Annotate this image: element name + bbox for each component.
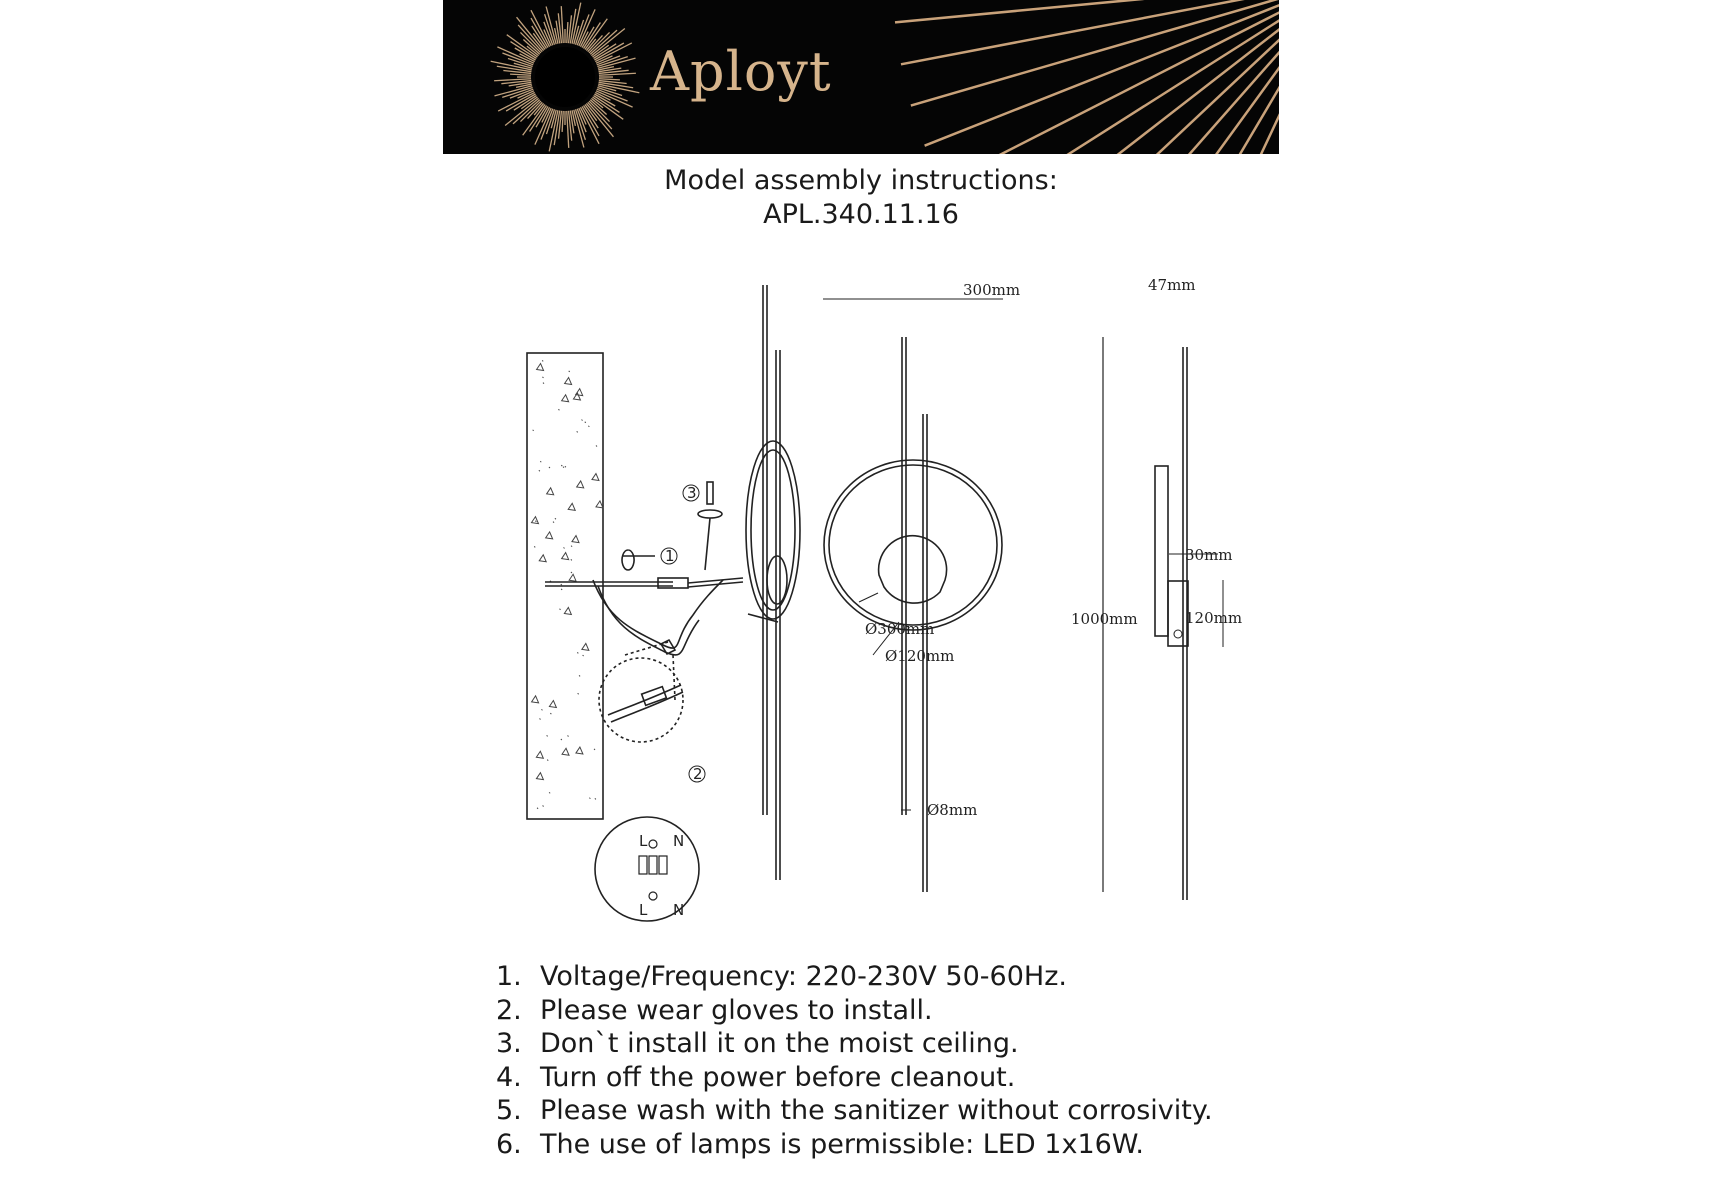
assembly-drawing bbox=[443, 260, 1279, 940]
sunburst-logo-icon bbox=[443, 0, 1279, 154]
width-dimension: 300mm bbox=[963, 281, 1021, 299]
terminal-live-label: L bbox=[639, 832, 648, 850]
base-width-dimension: 30mm bbox=[1185, 546, 1233, 564]
terminal-neutral-label: N bbox=[673, 832, 685, 850]
step-label: 2 bbox=[693, 765, 703, 783]
list-item: 6. The use of lamps is permissible: LED 1x16W. bbox=[496, 1128, 1144, 1160]
list-item: 3. Don`t install it on the moist ceiling. bbox=[496, 1028, 1019, 1059]
base-height-dimension: 120mm bbox=[1185, 609, 1243, 627]
terminal-live-label: L bbox=[639, 901, 648, 919]
list-item: 1. Voltage/Frequency: 220-230V 50-60Hz. bbox=[496, 961, 1067, 992]
page-title: Model assembly instructions: bbox=[664, 165, 1058, 196]
terminal-neutral-label: N bbox=[673, 901, 685, 919]
instructions-list bbox=[496, 960, 1213, 1161]
ring-diameter: Ø300mm bbox=[865, 620, 935, 638]
height-dimension: 1000mm bbox=[1071, 610, 1138, 628]
step-label: 3 bbox=[687, 484, 697, 502]
list-item: 5. Please wash with the sanitizer without corrosivity. bbox=[496, 1095, 1213, 1126]
step-label: 1 bbox=[665, 547, 675, 565]
ball-diameter: Ø120mm bbox=[885, 647, 955, 665]
rod-diameter: Ø8mm bbox=[927, 801, 978, 819]
model-number: APL.340.11.16 bbox=[763, 199, 959, 230]
brand-name: Aployt bbox=[650, 40, 832, 103]
depth-dimension: 47mm bbox=[1148, 276, 1196, 294]
list-item: 4. Turn off the power before cleanout. bbox=[496, 1061, 1016, 1093]
list-item: 2. Please wear gloves to install. bbox=[496, 994, 933, 1026]
brand-banner bbox=[443, 0, 1279, 154]
